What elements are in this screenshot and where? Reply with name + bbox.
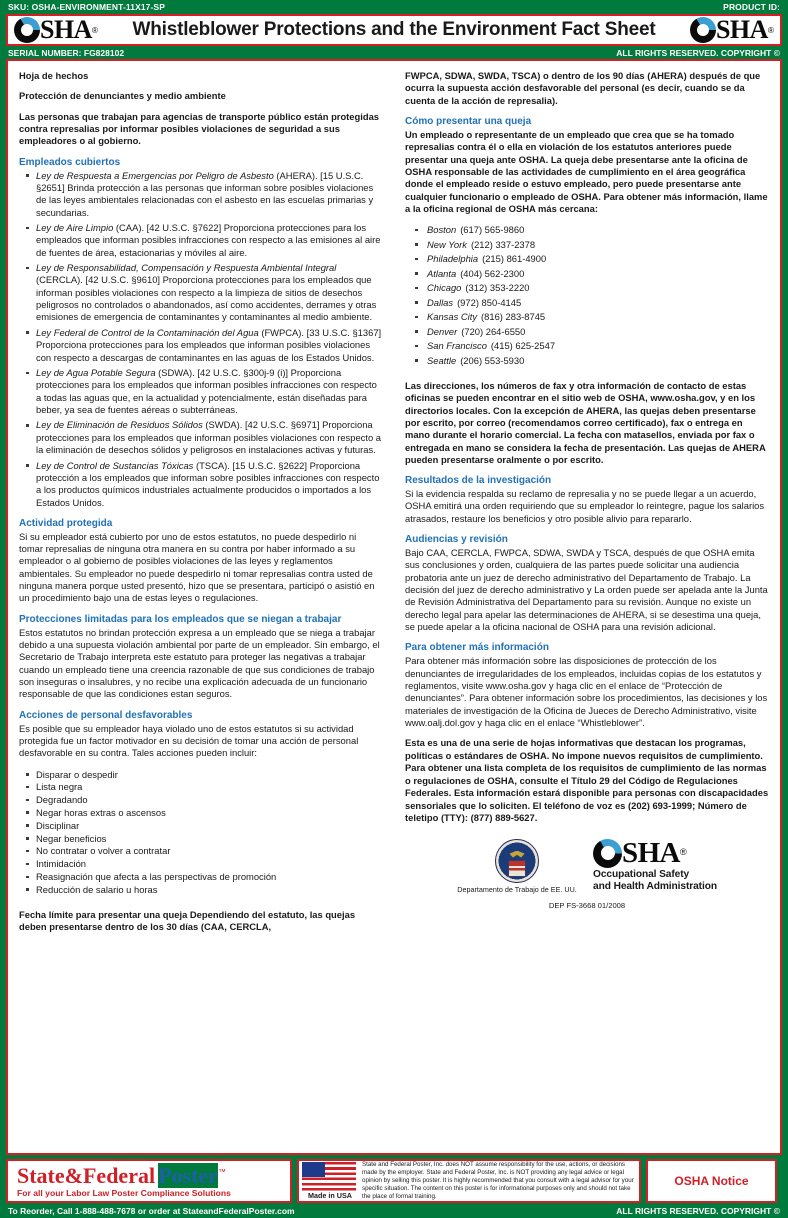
logo-word-state: State	[17, 1162, 65, 1188]
regional-office-item	[405, 311, 769, 323]
doc-subtitle: Protección de denunciantes y medio ambiente	[19, 90, 226, 102]
office-city: Boston	[427, 224, 457, 236]
addresses-body: Las direcciones, los números de fax y otra información de contacto de estas oficinas se pueden encontrar en el sitio web de OSHA, www.osha.gov, y en los directorios locales. Con la excepción de AHERA, las quejas deben presentarse por escrito, por correo (recomendamos correo certificado), fax o entrega en mano durante el horario comercial. La fecha con matasellos, enviada por fax o entregada en mano se considera la fecha de presentación. Las quejas de AHERA pueden presentarse oralmente o por escrito.	[405, 379, 766, 465]
statute-description: (FWPCA). [33 U.S.C. §1367] Proporciona protecciones para los empleados que informan posibles violaciones con respecto a descargas de contaminantes en las aguas de los Estados Unidos.	[36, 326, 382, 363]
adverse-action-item: Disparar o despedir	[19, 769, 382, 781]
regional-office-item	[405, 297, 769, 309]
osha-tagline-line1: Occupational Safety	[593, 868, 690, 880]
refusal-protections-body: Estos estatutos no brindan protección expresa a un empleado que se niega a trabajar debido a una supuesta violación ambiental por parte de un empleador. Sin embargo, el Secretario de Trabajo interpreta este estatuto para proteger las negativas a trabajar cuando un empleado tiene una creencia razonable de que sus condiciones de trabajo son inseguras o insalubres, y no recibe una explicación adecuada de un funcionario responsable de que las condiciones estan seguros.	[19, 626, 380, 700]
dol-caption: Departamento de Trabajo de EE. UU.	[457, 884, 577, 894]
covered-employee-item	[19, 262, 382, 324]
serial-number: SERIAL NUMBER: FG828102	[8, 47, 125, 58]
publication-code: DEP FS-3668 01/2008	[548, 901, 626, 911]
covered-employee-item	[19, 222, 382, 259]
office-phone: (215) 861-4900	[482, 253, 547, 265]
office-phone: (617) 565-9860	[460, 224, 525, 236]
covered-employee-item	[19, 170, 382, 219]
protected-activity-body: Si su empleador está cubierto por uno de estos estatutos, no puede despedirlo ni tomar represalias de ninguna otra manera en su contra por haber informado a su empleador o al gobierno de posibles violaciones de las leyes y reglamentos ambientales. Su empleador no puede despedirlo ni tomar represalias contra usted de ninguna manera porque usted presentó, hizo que se presentara, participó o asistió en un procedimiento bajo una de estas leyes o regulaciones.	[19, 530, 375, 604]
deadline-continued: FWPCA, SDWA, SWDA, TSCA) o dentro de los 90 días (AHERA) después de que ocurra la supuesta acción desfavorable del personal (es decir, cuando se da cuenta de la acción de represalia).	[405, 70, 761, 106]
sku-text: SKU: OSHA-ENVIRONMENT-11X17-SP	[8, 2, 165, 12]
covered-employees-list	[19, 170, 382, 509]
heading-refusal-protections: Protecciones limitadas para los empleados que se niegan a trabajar	[19, 613, 342, 625]
regional-office-item	[405, 268, 769, 280]
heading-how-to-file: Cómo presentar una queja	[405, 115, 532, 127]
office-city: New York	[427, 238, 467, 250]
trademark-mark-icon: ™	[217, 1167, 226, 1177]
registered-mark-icon: ®	[767, 24, 774, 35]
adverse-action-item: Negar horas extras o ascensos	[19, 807, 382, 819]
logo-word-federal: Federal	[82, 1162, 156, 1188]
statute-name: Ley de Eliminación de Residuos Sólidos	[36, 419, 203, 431]
adverse-action-item: Disciplinar	[19, 820, 382, 832]
investigation-results-body: Si la evidencia respalda su reclamo de represalia y no se puede llegar a un acuerdo, OSHA emitirá una orden requiriendo que su empleador lo reintegre, pague los salarios atrasados, restaure los beneficios y otro posible alivio para repararlo.	[405, 488, 765, 524]
made-in-usa-caption: Made in USA	[308, 1191, 352, 1200]
logo-word-poster: Poster	[158, 1162, 218, 1188]
adverse-action-item: Reducción de salario u horas	[19, 884, 382, 896]
regional-office-item	[405, 282, 769, 294]
adverse-action-item: Reasignación que afecta a las perspectivas de promoción	[19, 871, 382, 883]
office-city: Atlanta	[427, 267, 457, 279]
regional-office-item	[405, 326, 769, 338]
adverse-action-item: Negar beneficios	[19, 833, 382, 845]
osha-o-ring-icon	[690, 17, 716, 43]
office-phone: (816) 283-8745	[481, 311, 546, 323]
osha-logo-right	[690, 17, 774, 43]
statute-name: Ley de Aire Limpio	[36, 222, 114, 233]
more-information-body: Para obtener más información sobre las disposiciones de protección de los denunciantes de irregularidades de los empleados, incluidas copias de los estatutos y reglamentos, visite www.osha.gov y haga clic en el enlace de “Protección de denunciantes”. Para obtener información sobre los procedimientos, las decisiones y los materiales de investigación de la Oficina de Jueces de Derecho Administrativo, visite www.oalj.dol.gov y haga clic en el enlace “Whistleblower”.	[405, 655, 768, 728]
sku-bar	[0, 0, 788, 14]
statute-description: (SDWA). [42 U.S.C. §300j-9 (i)] Proporciona protecciones para los empleados que informan posibles infracciones con respecto a todas las aguas que, en la actualidad y potencialmente, están diseñadas para beber, ya sea de fuentes aéreas o subterráneas.	[36, 367, 377, 415]
registered-mark-icon: ®	[91, 24, 99, 35]
statute-name: Ley de Responsabilidad, Compensación y Respuesta Ambiental Integral	[36, 262, 337, 274]
state-federal-poster-logo-box	[6, 1159, 292, 1203]
office-city: San Francisco	[427, 340, 487, 352]
office-phone: (206) 553-5930	[460, 354, 525, 366]
osha-o-ring-icon	[14, 17, 40, 43]
copyright-notice: ALL RIGHTS RESERVED. COPYRIGHT ©	[616, 47, 780, 58]
regional-office-item	[405, 224, 769, 236]
adverse-action-item: Intimidación	[19, 858, 382, 870]
adverse-actions-list	[19, 769, 382, 897]
covered-employee-item	[19, 367, 382, 416]
content-panel	[6, 59, 782, 1155]
statute-description: (SWDA). [42 U.S.C. §6971] Proporciona protecciones para los empleados que informan posibles violaciones con respecto a la eliminación de desechos sólidos y peligrosos en instalaciones activas y futuras.	[36, 419, 381, 456]
office-city: Dallas	[427, 296, 454, 308]
statute-description: (AHERA). [15 U.S.C. §2651] Brinda protección a las personas que informan sobre posibles violaciones de las leyes ambientales relacionadas con el asbesto en las escuelas primarias y secundarias.	[36, 169, 374, 218]
heading-protected-activity: Actividad protegida	[19, 517, 113, 529]
statute-name: Ley de Respuesta a Emergencias por Peligro de Asbesto	[36, 169, 274, 181]
statute-description: (CAA). [42 U.S.C. §7622] Proporciona protecciones para los empleados que informan posibles infracciones con respecto a las emisiones al aire de fuentes de área, estacionarias y móviles al aire.	[36, 222, 381, 258]
footer-copyright: ALL RIGHTS RESERVED. COPYRIGHT ©	[616, 1205, 780, 1216]
office-phone: (312) 353-2220	[465, 282, 530, 294]
right-column	[394, 61, 780, 1153]
osha-disclaimer: Esta es una de una serie de hojas informativas que destacan los programas, políticas o estándares de OSHA. No impone nuevos requisitos de cumplimiento. Para obtener una lista completa de los requisitos de cumplimiento de las normas o regulaciones de OSHA, consulte el Título 29 del Código de Regulaciones Federales. Esta información estará disponible para personas con discapacidades sensoriales que lo soliciten. El teléfono de voz es (202) 693-1999; Número de teletipo (TTY): (877) 889-5627.	[405, 737, 769, 824]
title-band	[6, 14, 782, 46]
office-phone: (212) 337-2378	[470, 238, 536, 250]
osha-logo-left-letters: SHA	[40, 15, 92, 44]
osha-notice-label: OSHA Notice	[674, 1174, 749, 1188]
statute-description: (CERCLA). [42 U.S.C. §9610] Proporciona protecciones para los empleados que informan posibles violaciones con respecto a la limpieza de sitios de desechos peligrosos no controlados o abandonados, así como accidentes, derrames y otras emisiones de emergencia de contaminantes y contaminantes al medio ambiente.	[36, 274, 377, 323]
disclaimer-box	[297, 1159, 641, 1203]
adverse-action-item: Degradando	[19, 794, 382, 806]
reorder-bar	[0, 1204, 788, 1217]
serial-bar	[0, 46, 788, 59]
regional-office-item	[405, 239, 769, 251]
office-city: Kansas City	[427, 311, 478, 323]
statute-name: Ley de Control de Sustancias Tóxicas	[36, 459, 194, 471]
osha-footer-letters: SHA	[622, 836, 680, 869]
adverse-action-item: Lista negra	[19, 781, 382, 793]
state-federal-poster-logo	[17, 1164, 226, 1187]
brand-row	[6, 1159, 782, 1203]
regional-office-item	[405, 253, 769, 265]
regional-office-item	[405, 340, 769, 352]
heading-investigation-results: Resultados de la investigación	[405, 475, 552, 487]
brand-footer	[0, 1157, 788, 1218]
office-city: Seattle	[427, 354, 457, 366]
doc-intro: Las personas que trabajan para agencias de transporte público están protegidas contra represalias por informar posibles violaciones de seguridad a sus empleadores o al gobierno.	[19, 110, 379, 147]
product-id-text: PRODUCT ID:	[723, 2, 780, 12]
osha-tagline-line2: and Health Administration	[593, 881, 717, 893]
heading-adverse-actions: Acciones de personal desfavorables	[19, 709, 193, 721]
osha-logo-right-letters: SHA	[715, 15, 768, 44]
covered-employee-item	[19, 419, 382, 456]
adverse-action-item: No contratar o volver a contratar	[19, 845, 382, 857]
how-to-file-body: Un empleado o representante de un empleado que crea que se ha tomado represalias contra él o ella en violación de los estatutos anteriores puede presentar una queja ante OSHA. La queja debe presentarse ante la oficina de OSHA responsable de las actividades de cumplimiento en el área geográfica donde el empleado reside o estuvo empleado, pero puede presentarse ante cualquier funcionario o empleado de OSHA. Para obtener más información, llame a la oficina regional de OSHA más cercana:	[405, 128, 768, 214]
hearings-review-body: Bajo CAA, CERCLA, FWPCA, SDWA, SWDA y TSCA, después de que OSHA emita sus conclusiones y orden, cualquiera de las partes puede solicitar una audiencia probatoria ante un juez de derecho administrativo del Departamento de Trabajo. La decisión del juez de derecho administrativo y La orden puede ser apelada ante la Junta de Revisión Administrativa del Departamento para su revisión. Aunque no existe un derecho legal para apelar las determinaciones de AHERA, si se desestima una queja, se puede apelar a la oficina nacional de OSHA para una revisión adicional.	[405, 547, 768, 632]
office-city: Philadelphia	[427, 253, 479, 265]
office-phone: (415) 625-2547	[490, 340, 556, 352]
regional-offices-list	[405, 224, 769, 367]
dol-seal-block	[457, 839, 577, 895]
reorder-text: To Reorder, Call 1-888-488-7678 or order at StateandFederalPoster.com	[8, 1205, 295, 1216]
agency-footer	[405, 836, 769, 895]
made-in-usa-block	[302, 1162, 358, 1200]
usa-flag-icon	[302, 1162, 356, 1191]
heading-hearings-review: Audiencias y revisión	[405, 534, 508, 546]
deadline-paragraph: Fecha límite para presentar una queja Dependiendo del estatuto, las quejas deben presentarse dentro de los 30 días (CAA, CERCLA,	[19, 909, 356, 933]
statute-name: Ley de Agua Potable Segura	[36, 367, 156, 378]
office-city: Chicago	[427, 282, 462, 294]
office-phone: (972) 850-4145	[457, 296, 522, 308]
left-column	[8, 61, 394, 1153]
office-city: Denver	[427, 325, 458, 337]
dol-seal-icon	[495, 839, 539, 883]
doc-kicker: Hoja de hechos	[19, 70, 89, 81]
osha-logo-left	[14, 17, 98, 43]
osha-logo-footer	[593, 836, 717, 869]
covered-employee-item	[19, 460, 382, 509]
adverse-actions-body: Es posible que su empleador haya violado uno de estos estatutos si su actividad protegida fue un factor motivador en su decisión de tomar una acción de personal desfavorable en su contra. Tales acciones pueden incluir:	[19, 722, 359, 759]
statute-description: (TSCA). [15 U.S.C. §2622] Proporciona protección a los empleados que informan sobre posibles infracciones con respecto a los productos químicos industriales actualmente producidos o importados a los Estados Unidos.	[36, 459, 380, 508]
heading-more-information: Para obtener más información	[405, 642, 549, 654]
heading-covered-employees: Empleados cubiertos	[19, 156, 121, 168]
logo-word-amp: &	[64, 1162, 83, 1188]
statute-name: Ley Federal de Control de la Contaminación del Agua	[36, 326, 259, 338]
osha-footer-logo-block	[593, 836, 717, 893]
osha-notice-box	[646, 1159, 777, 1203]
legal-disclaimer-text: State and Federal Poster, Inc. does NOT assume responsibility for the use, actions, or decisions made by the employer. State and Federal Poster, Inc. is NOT providing any legal advice or legal opinion by selling this poster. It is highly recommended that you consult with a legal advisor for your specific situation. The content on this poster is for informational purposes only and should not take the place of formal training.	[362, 1160, 634, 1201]
page-title: Whistleblower Protections and the Environment Fact Sheet	[132, 19, 656, 40]
office-phone: (720) 264-6550	[461, 325, 526, 337]
registered-mark-icon: ®	[679, 847, 687, 858]
brand-tagline: For all your Labor Law Poster Compliance Solutions	[17, 1188, 231, 1199]
office-phone: (404) 562-2300	[460, 267, 525, 279]
covered-employee-item	[19, 327, 382, 364]
regional-office-item	[405, 355, 769, 367]
osha-o-ring-icon	[593, 839, 622, 868]
